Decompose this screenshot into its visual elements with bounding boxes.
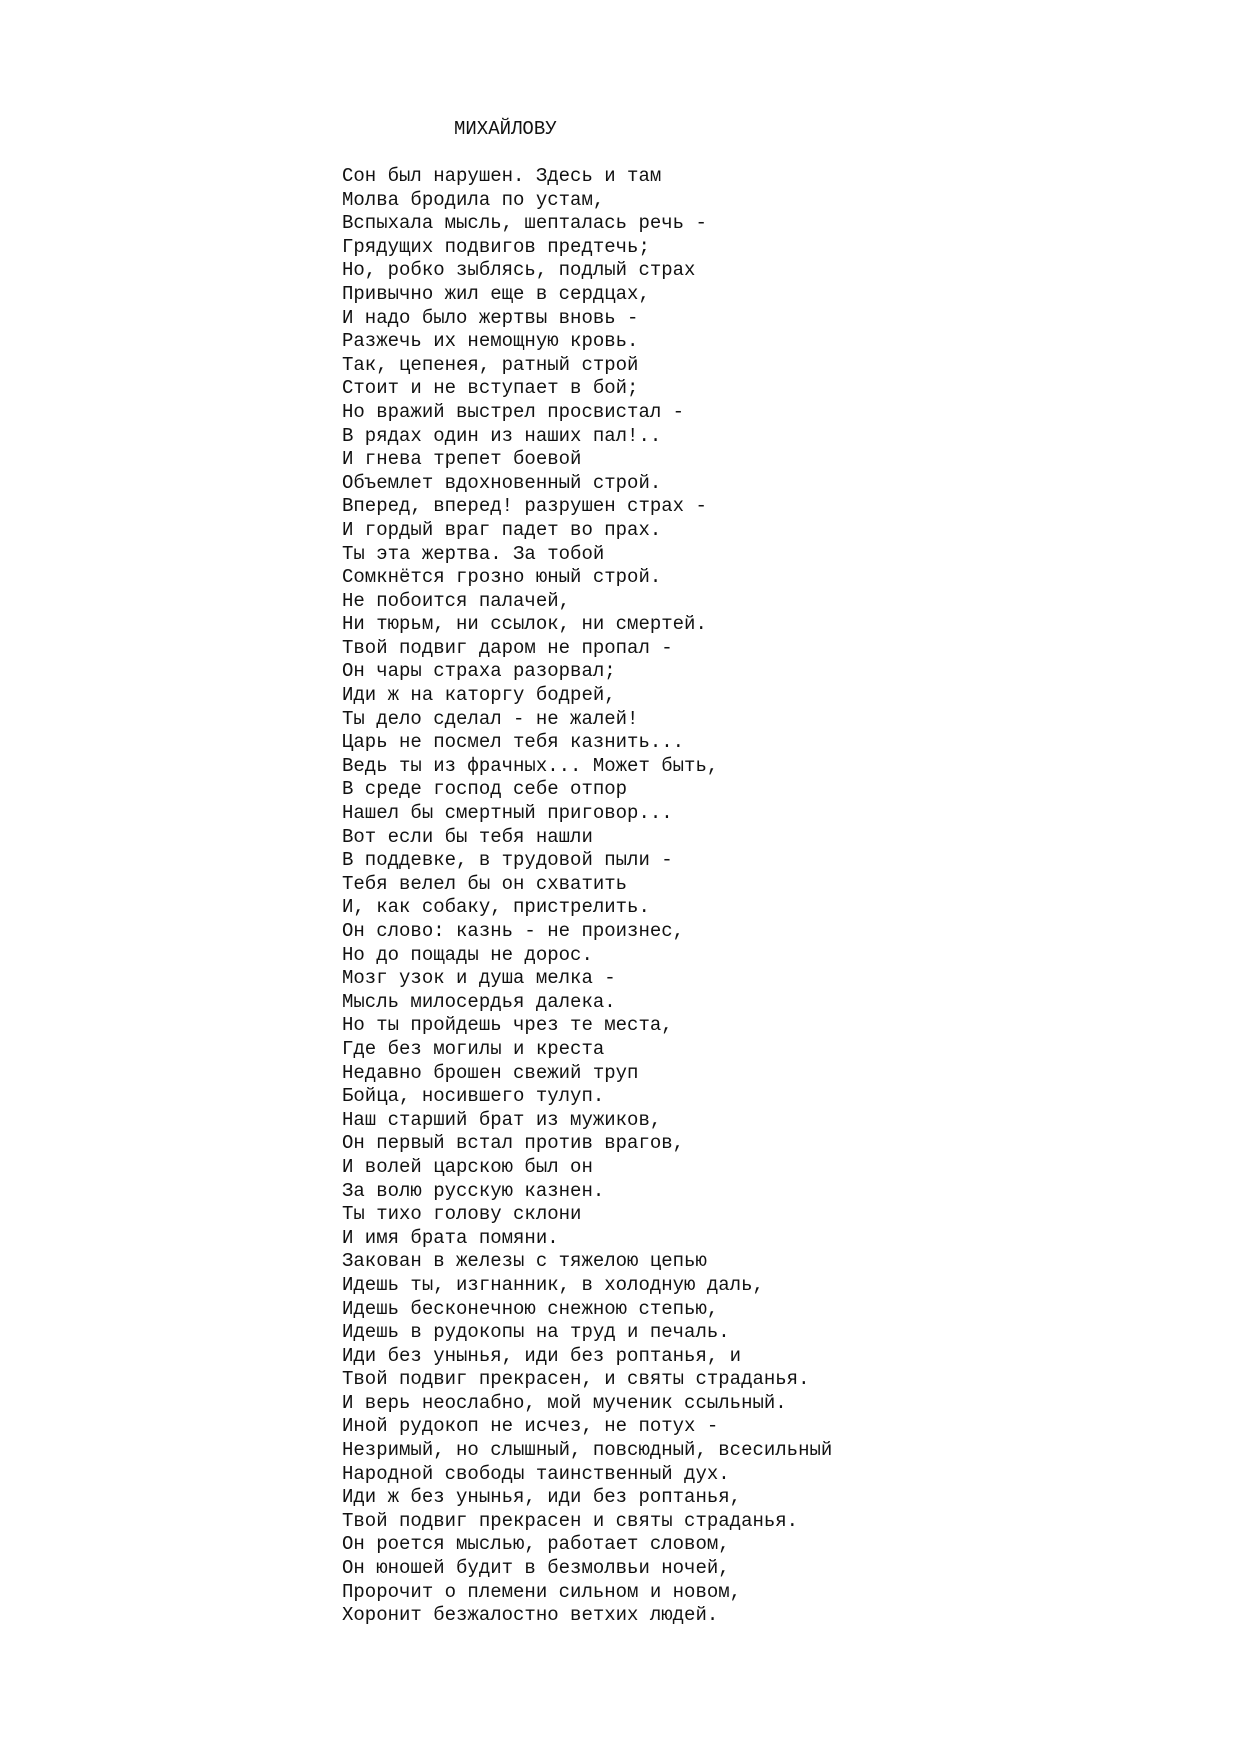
poem-line: Но ты пройдешь чрез те места, [342, 1014, 673, 1037]
poem-line: Грядущих подвигов предтечь; [342, 235, 650, 258]
poem-line: Мысль милосердья далека. [342, 990, 616, 1013]
poem-line: Ты дело сделал - не жалей! [342, 707, 639, 730]
poem-line: Стоит и не вступает в бой; [342, 377, 639, 400]
poem-line: Но, робко зыблясь, подлый страх [342, 259, 696, 282]
poem-line: И волей царскою был он [342, 1155, 593, 1178]
poem-line: Хоронит безжалостно ветхих людей. [342, 1604, 719, 1627]
poem-line: Вспыхала мысль, шепталась речь - [342, 212, 707, 235]
poem-line: Тебя велел бы он схватить [342, 872, 628, 895]
poem-line: Идешь ты, изгнанник, в холодную даль, [342, 1273, 764, 1296]
poem-line: Незримый, но слышный, повсюдный, всесильный [342, 1439, 833, 1462]
poem-line: И гнева трепет боевой [342, 448, 582, 471]
poem-line: Не побоится палачей, [342, 589, 571, 612]
poem-line: Народной свободы таинственный дух. [342, 1462, 730, 1485]
poem-line: Идешь в рудокопы на труд и печаль. [342, 1321, 730, 1344]
poem-line: Вот если бы тебя нашли [342, 825, 593, 848]
poem-line: Идешь бесконечною снежною степью, [342, 1297, 719, 1320]
poem-line: Сомкнётся грозно юный строй. [342, 566, 662, 589]
poem-line: Где без могилы и креста [342, 1037, 605, 1060]
poem-line: Закован в железы с тяжелою цепью [342, 1250, 707, 1273]
poem-line: И имя брата помяни. [342, 1226, 559, 1249]
poem-line: В среде господ себе отпор [342, 778, 628, 801]
poem-line: Ты эта жертва. За тобой [342, 542, 605, 565]
poem-line: Молва бродила по устам, [342, 188, 605, 211]
poem-line: Нашел бы смертный приговор... [342, 802, 673, 825]
poem-line: Ведь ты из фрачных... Может быть, [342, 754, 719, 777]
poem-line: Пророчит о племени сильном и новом, [342, 1580, 742, 1603]
poem-line: Иди ж без унынья, иди без роптанья, [342, 1486, 742, 1509]
poem-line: Привычно жил еще в сердцах, [342, 282, 650, 305]
poem-line: Царь не посмел тебя казнить... [342, 731, 685, 754]
poem-line: Но до пощады не дорос. [342, 943, 593, 966]
poem-line: За волю русскую казнен. [342, 1179, 605, 1202]
poem-line: Сон был нарушен. Здесь и там [342, 165, 662, 187]
poem-line: И надо было жертвы вновь - [342, 306, 639, 329]
poem-line: Вперед, вперед! разрушен страх - [342, 495, 707, 518]
poem-line: Ни тюрьм, ни ссылок, ни смертей. [342, 613, 707, 636]
poem-line: И, как собаку, пристрелить. [342, 896, 650, 919]
poem-line: И гордый враг падет во прах. [342, 518, 662, 541]
poem-line: Твой подвиг прекрасен и святы страданья. [342, 1509, 799, 1532]
poem-line: Он первый встал против врагов, [342, 1132, 685, 1155]
poem-line: Он юношей будит в безмолвьи ночей, [342, 1557, 730, 1580]
poem-line: Ты тихо голову склони [342, 1203, 582, 1226]
poem-line: Иной рудокоп не исчез, не потух - [342, 1415, 719, 1438]
poem-line: Так, цепенея, ратный строй [342, 353, 639, 376]
poem-line: В рядах один из наших пал!.. [342, 424, 662, 447]
poem-line: Недавно брошен свежий труп [342, 1061, 639, 1084]
poem-line: Разжечь их немощную кровь. [342, 330, 639, 353]
poem-line: Он слово: казнь - не произнес, [342, 920, 685, 942]
poem-title: МИХАЙЛОВУ [454, 118, 557, 140]
poem-line: Твой подвиг даром не пропал - [342, 636, 673, 659]
poem-line: Наш старший брат из мужиков, [342, 1108, 662, 1131]
poem-body [342, 165, 832, 1628]
poem-line: Но вражий выстрел просвистал - [342, 400, 685, 423]
poem-line: И верь неослабно, мой мученик ссыльный. [342, 1391, 787, 1414]
poem-line: Он чары страха разорвал; [342, 660, 616, 683]
poem-line: Иди ж на каторгу бодрей, [342, 684, 616, 707]
poem-line: Он роется мыслью, работает словом, [342, 1533, 730, 1556]
poem-line: Объемлет вдохновенный строй. [342, 471, 662, 494]
poem-line: Мозг узок и душа мелка - [342, 967, 616, 990]
poem-line: В поддевке, в трудовой пыли - [342, 849, 673, 872]
poem-line: Твой подвиг прекрасен, и святы страданья. [342, 1368, 810, 1391]
poem-line: Иди без унынья, иди без роптанья, и [342, 1344, 742, 1367]
poem-line: Бойца, носившего тулуп. [342, 1085, 605, 1108]
